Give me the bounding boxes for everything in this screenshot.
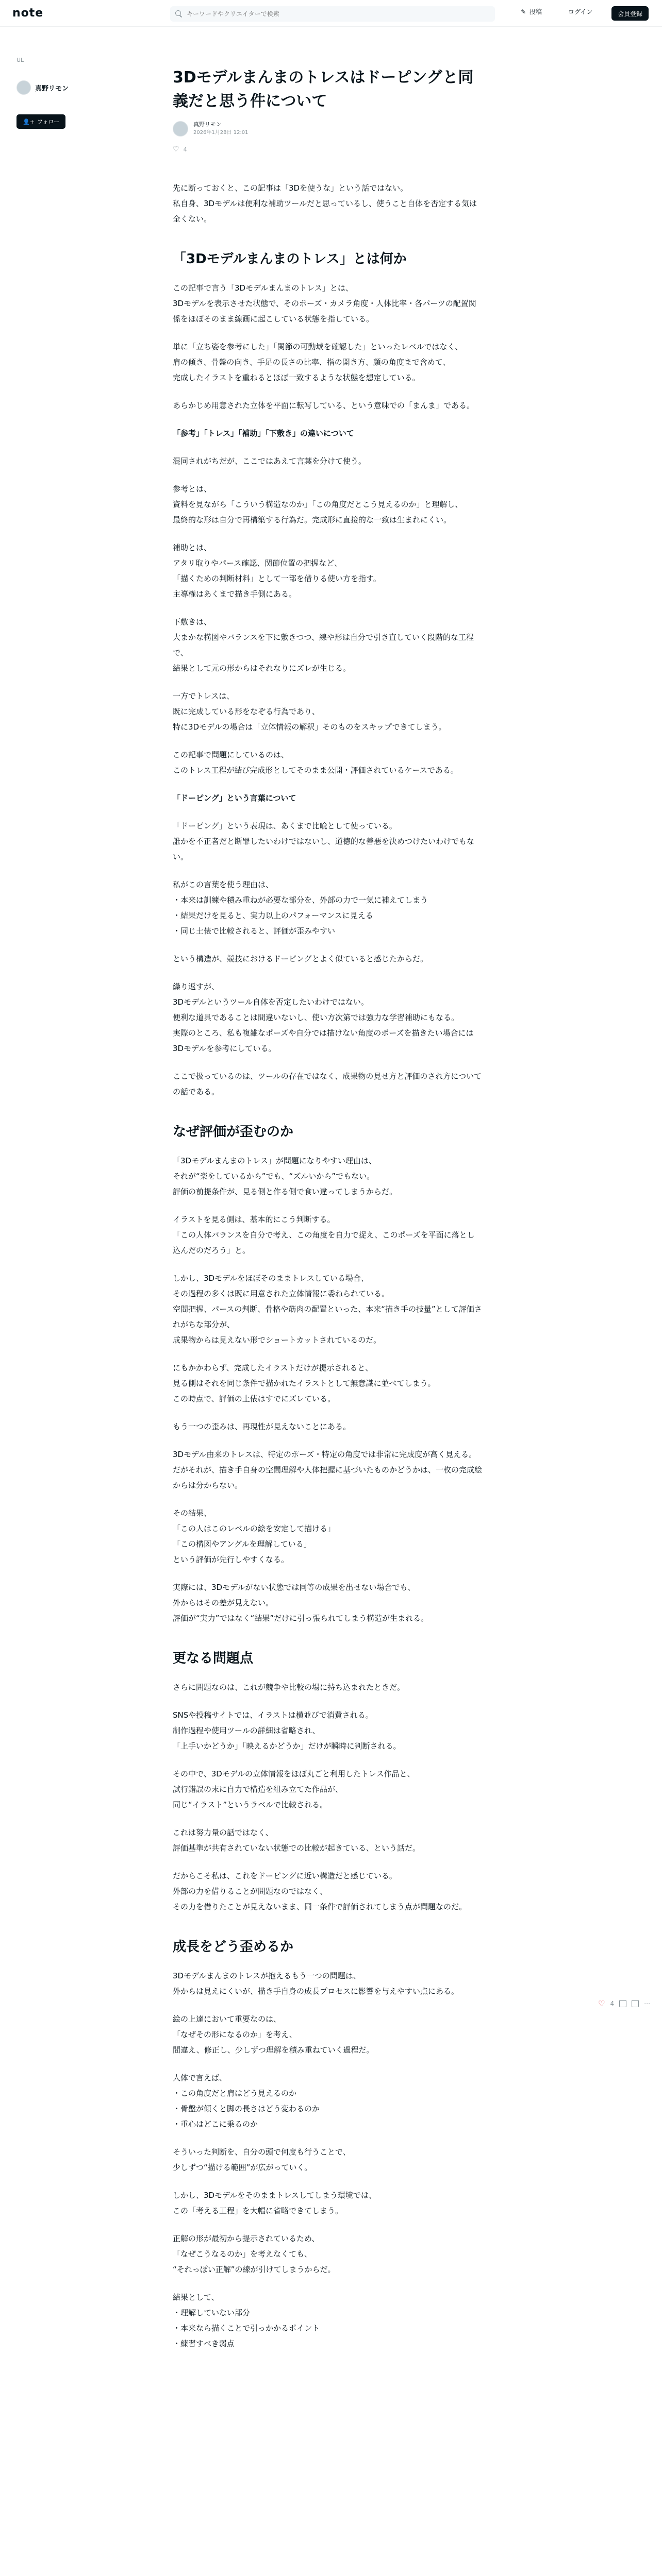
paragraph-line: この記事で言う「3Dモデルまんまのトレス」とは、: [173, 283, 353, 293]
paragraph-line: 下敷きは、: [173, 617, 212, 626]
paragraph-line: 評価の前提条件が、見る側と作る側で食い違ってしまうからだ。: [173, 1187, 398, 1196]
paragraph-line: このトレス工程が結び完成形としてそのまま公開・評価されているケースである。: [173, 766, 458, 775]
subsection-heading: 「ドーピング」という言葉について: [173, 793, 296, 803]
paragraph-line: 単に「立ち姿を参考にした」「関節の可動域を確認した」といったレベルではなく、: [173, 342, 463, 351]
paragraph-line: この時点で、評価の土俵はすでにズレている。: [173, 1394, 336, 1403]
paragraph: [173, 951, 482, 967]
paragraph-line: ここで扱っているのは、ツールの存在ではなく、成果物の見せ方と評価のされ方についての話である。: [173, 1072, 482, 1096]
paragraph: [173, 1419, 482, 1434]
paragraph-line: 「この構図やアングルを理解している」: [173, 1539, 311, 1549]
paragraph: [173, 747, 482, 778]
author-name[interactable]: 真野リモン: [193, 121, 222, 128]
paragraph-line: 絵の上達において重要なのは、: [173, 2014, 282, 2024]
article-title: 3Dモデルまんまのトレスはドーピングと同義だと思う件について: [173, 69, 474, 110]
paragraph: [173, 1360, 482, 1406]
paragraph-line: ・この角度だと肩はどう見えるのか: [173, 2089, 297, 2098]
paragraph-line: ・理解していない部分: [173, 2308, 251, 2317]
avatar[interactable]: [16, 80, 31, 95]
paragraph-line: アタリ取りやパース確認、関節位置の把握など、: [173, 558, 342, 568]
signup-button[interactable]: 会員登録: [611, 6, 649, 21]
paragraph-line: しかし、3Dモデルをほぼそのままトレスしている場合、: [173, 1274, 369, 1283]
byline: [173, 121, 482, 137]
floating-like-count: 4: [610, 2000, 615, 2007]
more-icon[interactable]: ⋯: [644, 2000, 651, 2007]
paragraph-line: 3Dモデルを表示させた状態で、そのポーズ・カメラ角度・人体比率・各パーツの配置関係をほぼそのまま線画に起こしている状態を指している。: [173, 299, 476, 324]
section-heading: なぜ評価が歪むのか: [173, 1124, 294, 1140]
paragraph-line: さらに問題なのは、これが競争や比較の場に持ち込まれたときだ。: [173, 1683, 405, 1692]
paragraph: [173, 2011, 482, 2058]
paragraph: [173, 453, 482, 469]
paragraph-line: ・本来なら描くことで引っかかるポイント: [173, 2324, 320, 2333]
paragraph-line: イラストを見る側は、基本的にこう判断する。: [173, 1215, 335, 1224]
bookmark-icon[interactable]: [619, 2000, 626, 2007]
article: [173, 66, 482, 2364]
paragraph: [173, 2144, 482, 2175]
creator-profile[interactable]: [16, 80, 69, 95]
paragraph-line: 参考とは、: [173, 484, 212, 494]
paragraph-line: 「なぜその形になるのか」を考え、: [173, 2030, 297, 2039]
paragraph: [173, 2070, 482, 2132]
paragraph-line: その過程の多くは既に用意された立体情報に委ねられている。: [173, 1289, 390, 1298]
paragraph: [173, 1825, 482, 1856]
paragraph: [173, 1069, 482, 1099]
paragraph-line: 資料を見ながら「こういう構造なのか」「この角度だとこう見えるのか」と理解し、: [173, 500, 463, 509]
login-link[interactable]: ログイン: [568, 8, 593, 15]
paragraph-line: その結果、: [173, 1509, 212, 1518]
paragraph-line: 成果物からは見えない形でショートカットされているのだ。: [173, 1335, 382, 1345]
paragraph-line: 外からはその差が見えない。: [173, 1598, 274, 1607]
paragraph: [173, 481, 482, 528]
paragraph: [173, 818, 482, 865]
paragraph-line: 最終的な形は自分で再構築する行為だ。完成形に直接的な一致は生まれにくい。: [173, 515, 452, 524]
paragraph: [173, 614, 482, 676]
paragraph-line: だがそれが、描き手自身の空間理解や人体把握に基づいたものかどうかは、一枚の完成絵からは分からない。: [173, 1465, 483, 1490]
paragraph-line: ・結果だけを見ると、実力以上のパフォーマンスに見える: [173, 911, 373, 920]
person-plus-icon: 👤+: [23, 118, 35, 125]
paragraph-line: 評価基準が共有されていない状態での比較が起きている、という話だ。: [173, 1843, 421, 1853]
paragraph: [173, 877, 482, 939]
paragraph-line: 制作過程や使用ツールの詳細は省略され、: [173, 1726, 320, 1735]
section-heading: 成長をどう歪めるか: [173, 1939, 294, 1955]
search-icon: [175, 10, 183, 18]
paragraph-line: 混同されがちだが、ここではあえて言葉を分けて使う。: [173, 456, 367, 466]
paragraph: [173, 2290, 482, 2351]
paragraph: [173, 540, 482, 602]
section-heading: 更なる問題点: [173, 1651, 254, 1666]
paragraph: [173, 1505, 482, 1567]
note-logo[interactable]: note: [12, 7, 44, 20]
paragraph-line: 大まかな構図やバランスを下に敷きつつ、線や形は自分で引き直していく段階的な工程で、: [173, 633, 474, 657]
paragraph-line: 便利な道具であることは間違いないし、使い方次第では強力な学習補助にもなる。: [173, 1013, 459, 1022]
paragraph-line: 実際のところ、私も複雑なポーズや自分では描けない角度のポーズを描きたい場合には3Dモデルを参考にしている。: [173, 1028, 474, 1053]
creator-name[interactable]: 真野リモン: [35, 84, 69, 93]
paragraph-line: 間違え、修正し、少しずつ理解を積み重ねていく過程だ。: [173, 2045, 374, 2055]
paragraph: [173, 688, 482, 735]
paragraph-line: 「描くための判断材料」として一部を借りる使い方を指す。: [173, 574, 381, 583]
paragraph: [173, 1680, 482, 1695]
search-input[interactable]: [187, 10, 475, 18]
post-label: 投稿: [529, 8, 542, 15]
paragraph-line: 見る側はそれを同じ条件で描かれたイラストとして無意識に並べてしまう。: [173, 1379, 436, 1388]
paragraph-line: この記事で問題にしているのは、: [173, 750, 289, 759]
paragraph-line: 少しずつ“描ける範囲”が広がっていく。: [173, 2163, 312, 2172]
paragraph-line: 人体で言えば、: [173, 2073, 227, 2082]
paragraph-line: 「この人体バランスを自分で考え、この角度を自力で捉え、このポーズを平面に落とし込んだのだろう」と。: [173, 1230, 475, 1255]
paragraph-line: 外からは見えにくいが、描き手自身の成長プロセスに影響を与えやすい点にある。: [173, 1987, 459, 1996]
paragraph-line: 「この人はこのレベルの絵を安定して描ける」: [173, 1524, 336, 1533]
search-box[interactable]: [170, 6, 495, 22]
paragraph: [173, 1766, 482, 1812]
paragraph-line: 空間把握、パースの判断、骨格や筋肉の配置といった、本来“描き手の技量”として評価されがちな部分が、: [173, 1304, 482, 1329]
paragraph: [173, 2188, 482, 2218]
like-count: 4: [183, 146, 187, 153]
paragraph-line: にもかかわらず、完成したイラストだけが提示されると、: [173, 1363, 373, 1372]
paragraph-line: ・重心はどこに乗るのか: [173, 2120, 258, 2129]
paragraph-line: “それっぽい正解”の線が引けてしまうからだ。: [173, 2265, 336, 2274]
paragraph-line: 評価が“実力”ではなく“結果”だけに引っ張られてしまう構造が生まれる。: [173, 1614, 429, 1623]
paragraph-line: 「なぜこうなるのか」を考えなくても、: [173, 2249, 312, 2259]
paragraph-line: 肩の傾き、骨盤の向き、手足の長さの比率、指の開き方、顔の角度まで含めて、: [173, 358, 451, 367]
paragraph-line: 試行錯誤の末に自力で構造を組み立てた作品が、: [173, 1785, 343, 1794]
author-avatar[interactable]: [173, 121, 188, 137]
paragraph-line: 完成したイラストを重ねるとほぼ一致するような状態を想定している。: [173, 373, 420, 382]
paragraph-line: 先に断っておくと、この記事は「3Dを使うな」という話ではない。: [173, 183, 408, 193]
floating-actions: [598, 1999, 650, 2008]
paragraph: [173, 1707, 482, 1754]
paragraph-line: 補助とは、: [173, 543, 212, 552]
follow-button[interactable]: [16, 114, 65, 129]
paragraph-line: ・練習すべき弱点: [173, 2339, 235, 2348]
section-heading: 「3Dモデルまんまのトレス」とは何か: [173, 251, 407, 267]
paragraph: [173, 339, 482, 385]
paragraph: [173, 1868, 482, 1914]
post-link[interactable]: [521, 7, 542, 16]
paragraph-line: その力を借りたことが見えないまま、同一条件で評価されてしまう点が問題なのだ。: [173, 1902, 467, 1911]
paragraph: [173, 1968, 482, 1999]
paragraph-line: ・同じ土俵で比較されると、評価が歪みやすい: [173, 926, 336, 936]
paragraph-line: SNSや投稿サイトでは、イラストは横並びで消費される。: [173, 1710, 373, 1720]
pen-icon: ✎: [521, 8, 526, 15]
paragraph: [173, 1447, 482, 1493]
paragraph: [173, 2231, 482, 2277]
paragraph: [173, 979, 482, 1056]
paragraph: [173, 1580, 482, 1626]
heart-icon[interactable]: ♡: [598, 1999, 605, 2008]
paragraph: [173, 280, 482, 327]
paragraph-line: あらかじめ用意された立体を平面に転写している、という意味での「まんま」である。: [173, 401, 475, 410]
paragraph-line: 一方でトレスは、: [173, 691, 235, 701]
paragraph-line: 「ドーピング」という表現は、あくまで比喩として使っている。: [173, 821, 397, 831]
paragraph-line: 主導権はあくまで描き手側にある。: [173, 589, 297, 599]
like-row: [173, 145, 482, 154]
paragraph-line: だからこそ私は、これをドーピングに近い構造だと感じている。: [173, 1871, 397, 1880]
global-header: [0, 0, 662, 27]
paragraph-line: 私がこの言葉を使う理由は、: [173, 880, 274, 889]
paragraph-line: その中で、3Dモデルの立体情報をほぼ丸ごと利用したトレス作品と、: [173, 1769, 415, 1778]
paragraph-line: という構造が、競技におけるドーピングとよく似ていると感じたからだ。: [173, 954, 428, 963]
creator-logo[interactable]: UL: [16, 57, 24, 63]
paragraph-line: ・本来は訓練や積み重ねが必要な部分を、外部の力で一気に補えてしまう: [173, 895, 428, 905]
article-body: [173, 180, 482, 2351]
paragraph-line: 結果として、: [173, 2293, 219, 2302]
heart-icon[interactable]: ♡: [173, 145, 179, 154]
paragraph-line: 実際には、3Dモデルがない状態では同等の成果を出せない場合でも、: [173, 1583, 416, 1592]
paragraph: [173, 1153, 482, 1199]
paragraph-line: それが“楽をしているから”でも、“ズルいから”でもない。: [173, 1172, 375, 1181]
paragraph-line: 3Dモデルというツール自体を否定したいわけではない。: [173, 997, 369, 1007]
paragraph-line: 外部の力を借りることが問題なのではなく、: [173, 1887, 327, 1896]
paragraph-line: 正解の形が最初から提示されているため、: [173, 2234, 320, 2243]
paragraph: [173, 180, 482, 227]
paragraph-line: ・骨盤が傾くと脚の長さはどう変わるのか: [173, 2104, 320, 2113]
paragraph-line: これは努力量の話ではなく、: [173, 1828, 273, 1837]
paragraph-line: 結果として元の形からはそれなりにズレが生じる。: [173, 664, 351, 673]
paragraph-line: しかし、3Dモデルをそのままトレスしてしまう環境では、: [173, 2191, 376, 2200]
subsection-heading: 「参考」「トレス」「補助」「下敷き」の違いについて: [173, 429, 354, 438]
share-icon[interactable]: [632, 2000, 639, 2007]
paragraph-line: 3Dモデルまんまのトレスが抱えるもう一つの問題は、: [173, 1971, 361, 1980]
paragraph-line: 「3Dモデルまんまのトレス」が問題になりやすい理由は、: [173, 1156, 376, 1165]
paragraph-line: 特に3Dモデルの場合は「立体情報の解釈」そのものをスキップできてしまう。: [173, 722, 446, 732]
publish-date: 2026年1月28日 12:01: [193, 130, 249, 135]
paragraph: [173, 1212, 482, 1258]
paragraph-line: もう一つの歪みは、再現性が見えないことにある。: [173, 1422, 351, 1431]
paragraph-line: 既に完成している形をなぞる行為であり、: [173, 707, 320, 716]
paragraph-line: 3Dモデル由来のトレスは、特定のポーズ・特定の角度では非常に完成度が高く見える。: [173, 1450, 477, 1459]
paragraph: [173, 398, 482, 413]
paragraph-line: 誰かを不正者だと断罪したいわけではないし、道徳的な善悪を決めつけたいわけでもない。: [173, 837, 475, 861]
paragraph-line: 私自身、3Dモデルは便利な補助ツールだと思っているし、使うこと自体を否定する気は全くない。: [173, 199, 477, 224]
paragraph-line: そういった判断を、自分の頭で何度も行うことで、: [173, 2147, 351, 2157]
paragraph: [173, 1270, 482, 1348]
paragraph-line: 繰り返すが、: [173, 982, 220, 991]
paragraph-line: この「考える工程」を大幅に省略できてしまう。: [173, 2206, 343, 2215]
follow-label: フォロー: [37, 118, 60, 125]
paragraph-line: という評価が先行しやすくなる。: [173, 1555, 289, 1564]
paragraph-line: 「上手いかどうか」「映えるかどうか」だけが瞬時に判断される。: [173, 1741, 401, 1751]
paragraph-line: 同じ“イラスト”というラベルで比較される。: [173, 1800, 328, 1809]
